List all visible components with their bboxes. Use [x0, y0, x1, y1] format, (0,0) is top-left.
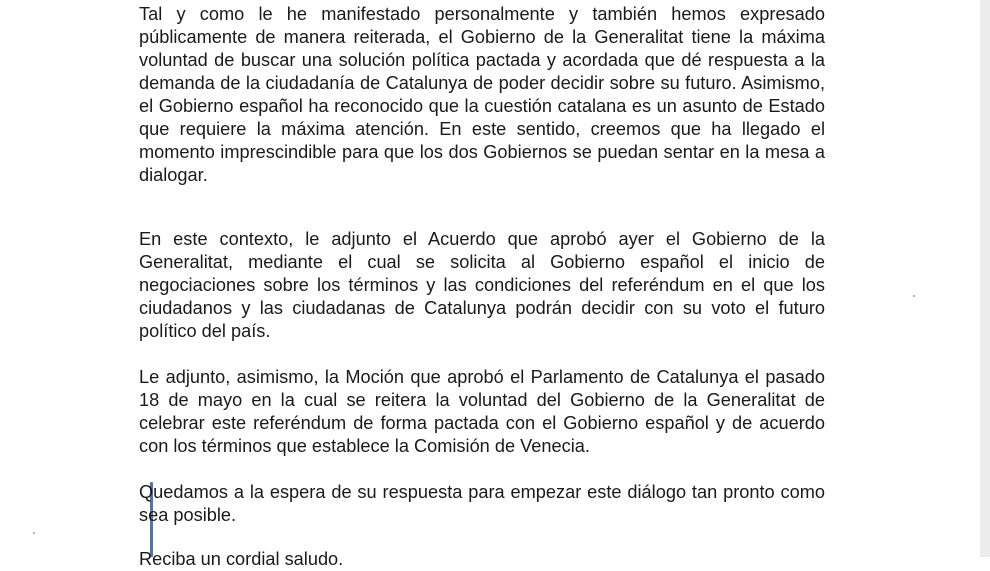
letter-paragraph-1: Tal y como le he manifestado personalmente y también hemos expresado públicamente de manera reiterada, el Gobierno de la Generalitat tiene la máxima voluntad de buscar una solución política pactada y acordada que dé respuesta a la demanda de la ciudadanía de Catalunya de poder decidir sobre su futuro. Asimismo, el Gobierno español ha reconocido que la cuestión catalana es un asunto de Estado que requiere la máxima atención. En este sentido, creemos que ha llegado el momento imprescindible para que los dos Gobiernos se puedan sentar en la mesa a dialogar. — [139, 4, 825, 185]
letter-closing: Reciba un cordial saludo. — [139, 549, 344, 569]
letter-paragraph-2: En este contexto, le adjunto el Acuerdo que aprobó ayer el Gobierno de la Generalitat, mediante el cual se solicita al Gobierno español el inicio de negociaciones sobre los términos y las condiciones del referéndum en el que los ciudadanos y las ciudadanas de Catalunya podrán decidir con su voto el futuro político del país. — [139, 229, 825, 341]
letter-paragraph-4: Quedamos a la espera de su respuesta para empezar este diálogo tan pronto como sea posible. — [139, 482, 825, 525]
scan-speck — [913, 295, 915, 297]
page-right-edge — [980, 0, 990, 557]
letter-paragraph-3: Le adjunto, asimismo, la Moción que aprobó el Parlamento de Catalunya el pasado 18 de mayo en la cual se reitera la voluntad del Gobierno de la Generalitat de celebrar este referéndum de forma pactada con el Gobierno español y de acuerdo con los términos que establece la Comisión de Venecia. — [139, 367, 825, 456]
scan-speck — [33, 532, 35, 534]
